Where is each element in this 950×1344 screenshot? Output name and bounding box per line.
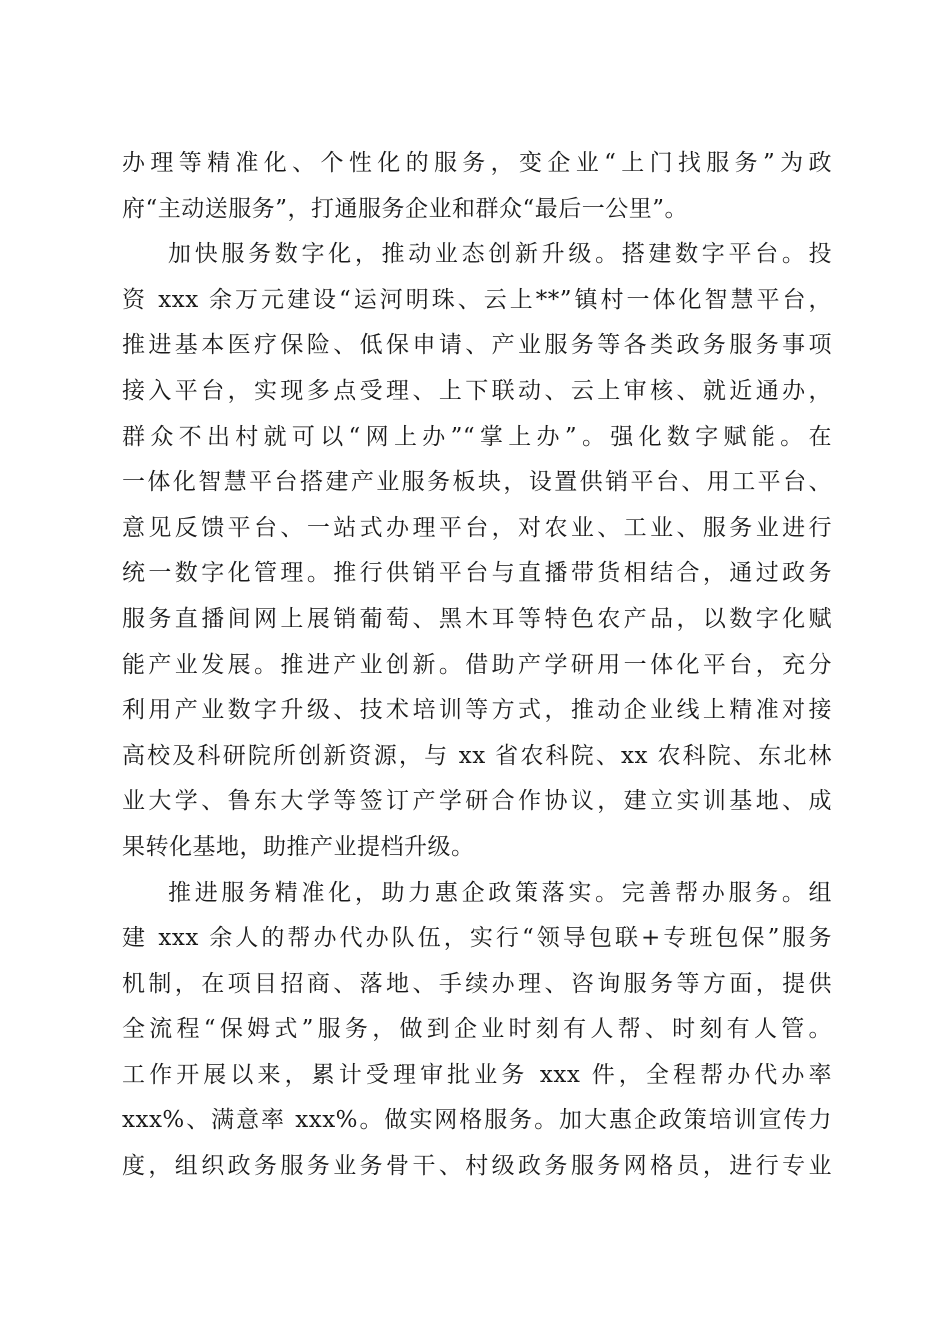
text-line: 利用产业数字升级、技术培训等方式，推动企业线上精准对接: [122, 697, 832, 724]
text-line: 建 xxx 余人的帮办代办队伍，实行“领导包联+专班包保”服务: [122, 925, 832, 952]
text-line: 一体化智慧平台搭建产业服务板块，设置供销平台、用工平台、: [122, 469, 832, 496]
paragraph-2: [122, 232, 832, 870]
text-line: 推进服务精准化，助力惠企政策落实。完善帮办服务。组: [168, 879, 832, 906]
text-line: 机制，在项目招商、落地、手续办理、咨询服务等方面，提供: [122, 970, 832, 997]
text-line: 业大学、鲁东大学等签订产学研合作协议，建立实训基地、成: [122, 788, 832, 815]
text-line: 能产业发展。推进产业创新。借助产学研用一体化平台，充分: [122, 651, 832, 678]
text-line: 工作开展以来，累计受理审批业务 xxx 件，全程帮办代办率: [122, 1061, 832, 1088]
text-line: xxx%、满意率 xxx%。做实网格服务。加大惠企政策培训宣传力: [122, 1107, 832, 1134]
paragraph-1: [122, 141, 832, 232]
text-line: 统一数字化管理。推行供销平台与直播带货相结合，通过政务: [122, 560, 832, 587]
text-line: 推进基本医疗保险、低保申请、产业服务等各类政务服务事项: [122, 332, 832, 359]
text-line: 度，组织政务服务业务骨干、村级政务服务网格员，进行专业: [122, 1153, 832, 1180]
paragraph-3: [122, 871, 832, 1190]
text-line: 果转化基地，助推产业提档升级。: [122, 833, 475, 860]
text-line: 全流程“保姆式”服务，做到企业时刻有人帮、时刻有人管。: [122, 1016, 832, 1043]
text-line: 群众不出村就可以“网上办”“掌上办”。强化数字赋能。在: [122, 423, 832, 450]
text-line: 府“主动送服务”，打通服务企业和群众“最后一公里”。: [122, 195, 689, 222]
text-line: 接入平台，实现多点受理、上下联动、云上审核、就近通办，: [122, 377, 832, 404]
text-line: 高校及科研院所创新资源，与 xx 省农科院、xx 农科院、东北林: [122, 742, 832, 769]
text-line: 资 xxx 余万元建设“运河明珠、云上**”镇村一体化智慧平台，: [122, 286, 832, 313]
text-line: 服务直播间网上展销葡萄、黑木耳等特色农产品，以数字化赋: [122, 605, 832, 632]
text-line: 意见反馈平台、一站式办理平台，对农业、工业、服务业进行: [122, 514, 832, 541]
document-body: [122, 141, 832, 1190]
text-line: 办理等精准化、个性化的服务，变企业“上门找服务”为政: [122, 150, 832, 176]
text-line: 加快服务数字化，推动业态创新升级。搭建数字平台。投: [168, 241, 832, 268]
